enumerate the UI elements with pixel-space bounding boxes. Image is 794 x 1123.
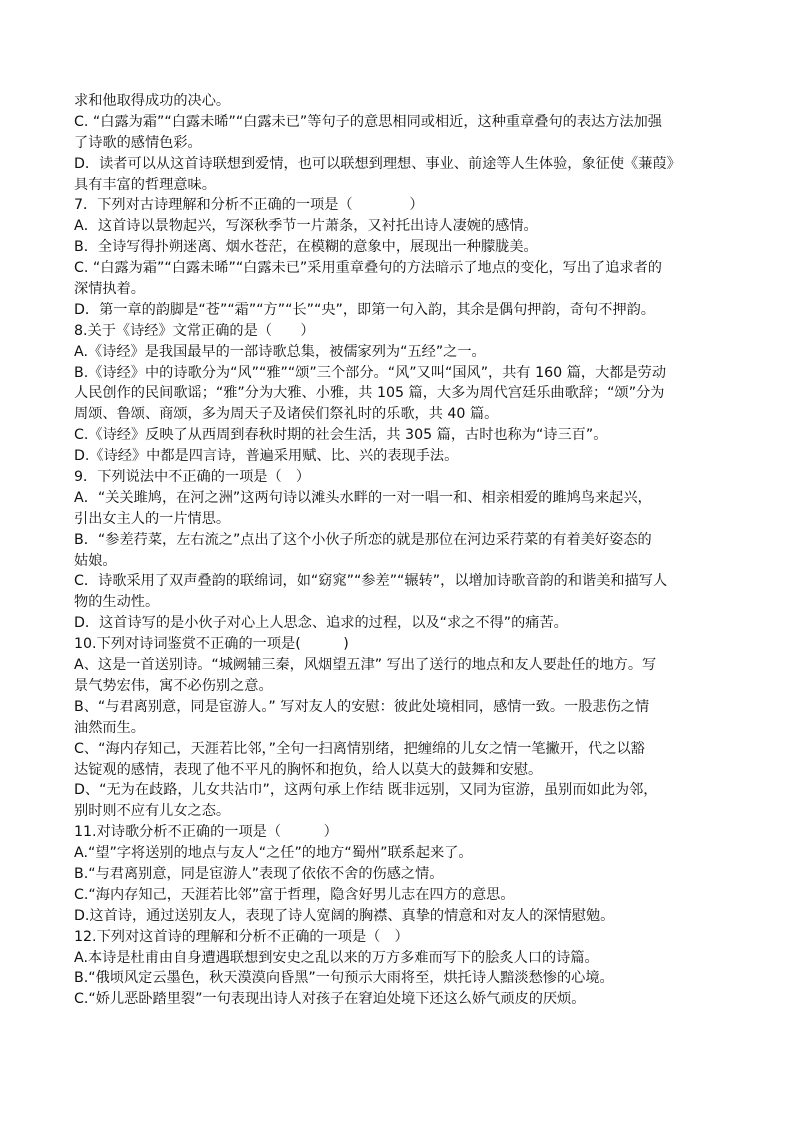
text-line: A．“关关雎鸠，在河之洲”这两句诗以滩头水畔的一对一唱一和、相亲相爱的雎鸠鸟来起兴， — [74, 489, 652, 506]
text-line: 周颂、鲁颂、商颂，多为周天子及诸侯们祭礼时的乐歌，共 40 篇。 — [74, 406, 499, 423]
text-line: C、“海内存知己，天涯若比邻，”全句一扫离情别绪，把缠绵的儿女之情一笔撇开，代之以豁 — [74, 740, 645, 757]
text-line: C. “白露为霜”“白露未晞”“白露未已”采用重章叠句的方法暗示了地点的变化，写出了追求者的 — [74, 260, 662, 277]
text-line: B．“参差荇菜，左右流之”点出了这个小伙子所恋的就是那位在河边采荇菜的有着美好姿态的 — [74, 531, 652, 548]
text-line: 了诗歌的感情色彩。 — [74, 134, 202, 151]
text-line: D.这首诗，通过送别友人，表现了诗人宽阔的胸襟、真挚的情意和对友人的深情慰勉。 — [74, 907, 615, 924]
text-line: B.《诗经》中的诗歌分为“风”“雅”“颂”三个部分。“风”又叫“国风”，共有 160 篇，大都是劳动 — [74, 364, 667, 381]
text-line: 景气势宏伟，寓不必伤别之意。 — [74, 677, 273, 694]
text-line: 物的生动性。 — [74, 594, 160, 611]
text-line: D．第一章的韵脚是“苍”“霜”“方”“长”“央”，即第一句入韵，其余是偶句押韵，奇句不押韵。 — [74, 301, 655, 318]
text-line: 引出女主人的一片情思。 — [74, 510, 231, 527]
text-line: A.《诗经》是我国最早的一部诗歌总集，被儒家列为“五经”之一。 — [74, 343, 486, 360]
text-line: A.“望”字将送别的地点与友人“之任”的地方“蜀州”联系起来了。 — [74, 845, 473, 862]
text-line: 9．下列说法中不正确的一项是（ ） — [74, 469, 311, 486]
text-line: B．全诗写得扑朔迷离、烟水苍茫，在模糊的意象中，展现出一种朦胧美。 — [74, 239, 538, 256]
text-line: B.“俄顷风定云墨色，秋天漠漠向昏黑”一句预示大雨将至，烘托诗人黯淡愁惨的心境。 — [74, 970, 614, 987]
text-line: C. “白露为霜”“白露未晞”“白露未已”等句子的意思相同或相近，这种重章叠句的表达方法加强 — [74, 113, 662, 130]
text-line: D.《诗经》中都是四言诗，普遍采用赋、比、兴的表现手法。 — [74, 448, 459, 465]
text-line: 7．下列对古诗理解和分析不正确的一项是（ ） — [74, 197, 424, 214]
text-line: 油然而生。 — [74, 719, 145, 736]
text-line: 10.下列对诗词鉴赏不正确的一项是( ) — [74, 636, 349, 653]
text-line: 求和他取得成功的决心。 — [74, 93, 231, 109]
text-line: C.“海内存知己，天涯若比邻”富于哲理，隐含好男儿志在四方的意思。 — [74, 886, 515, 903]
text-line: C.《诗经》反映了从西周到春秋时期的社会生活，共 305 篇，古时也称为“诗三百”。 — [74, 427, 608, 444]
text-line: D．读者可以从这首诗联想到爱情，也可以联想到理想、事业、前途等人生体验，象征使《蒹葭》 — [74, 155, 681, 172]
text-line: C．诗歌采用了双声叠韵的联绵词，如“窈窕”“参差”“辗转”，以增加诗歌音韵的和谐美和描写人 — [74, 573, 668, 590]
text-line: 深情执着。 — [74, 281, 145, 298]
text-line: 12.下列对这首诗的理解和分析不正确的一项是（ ） — [74, 928, 409, 945]
text-line: B.“与君离别意，同是宦游人”表现了依依不舍的伤感之情。 — [74, 865, 444, 882]
text-line: C.“娇儿恶卧踏里裂”一句表现出诗人对孩子在窘迫处境下还这么娇气顽皮的厌烦。 — [74, 991, 586, 1008]
text-line: A．这首诗以景物起兴，写深秋季节一片萧条，又衬托出诗人凄婉的感情。 — [74, 218, 538, 235]
text-line: 具有丰富的哲理意味。 — [74, 176, 216, 193]
text-line: 达锭观的感情，表现了他不平凡的胸怀和抱负，给人以莫大的鼓舞和安慰。 — [74, 761, 543, 778]
text-line: A.本诗是杜甫由自身遭遇联想到安史之乱以来的万方多难而写下的脍炙人口的诗篇。 — [74, 949, 599, 966]
text-line: 姑娘。 — [74, 552, 117, 569]
text-line: D、“无为在歧路，儿女共沾巾”，这两句承上作结 既非远别，又同为宦游，虽别而如此为邻， — [74, 782, 658, 799]
text-line: 8.关于《诗经》文常正确的是（ ） — [74, 322, 315, 339]
text-line: B、“与君离别意，同是宦游人。” 写对友人的安慰：彼此处境相同，感情一致。一股悲伤之情 — [74, 698, 650, 715]
text-line: 别时则不应有儿女之态。 — [74, 803, 231, 820]
text-line: A、这是一首送别诗。“城阙辅三秦，风烟望五津” 写出了送行的地点和友人要赴任的地方。写 — [74, 657, 657, 674]
text-line: D．这首诗写的是小伙子对心上人思念、追求的过程，以及“求之不得”的痛苦。 — [74, 615, 568, 632]
text-line: 11.对诗歌分析不正确的一项是（ ） — [74, 824, 338, 841]
text-line: 人民创作的民间歌谣；“雅”分为大雅、小雅，共 105 篇，大多为周代宫廷乐曲歌辞；“颂”分为 — [74, 385, 665, 402]
